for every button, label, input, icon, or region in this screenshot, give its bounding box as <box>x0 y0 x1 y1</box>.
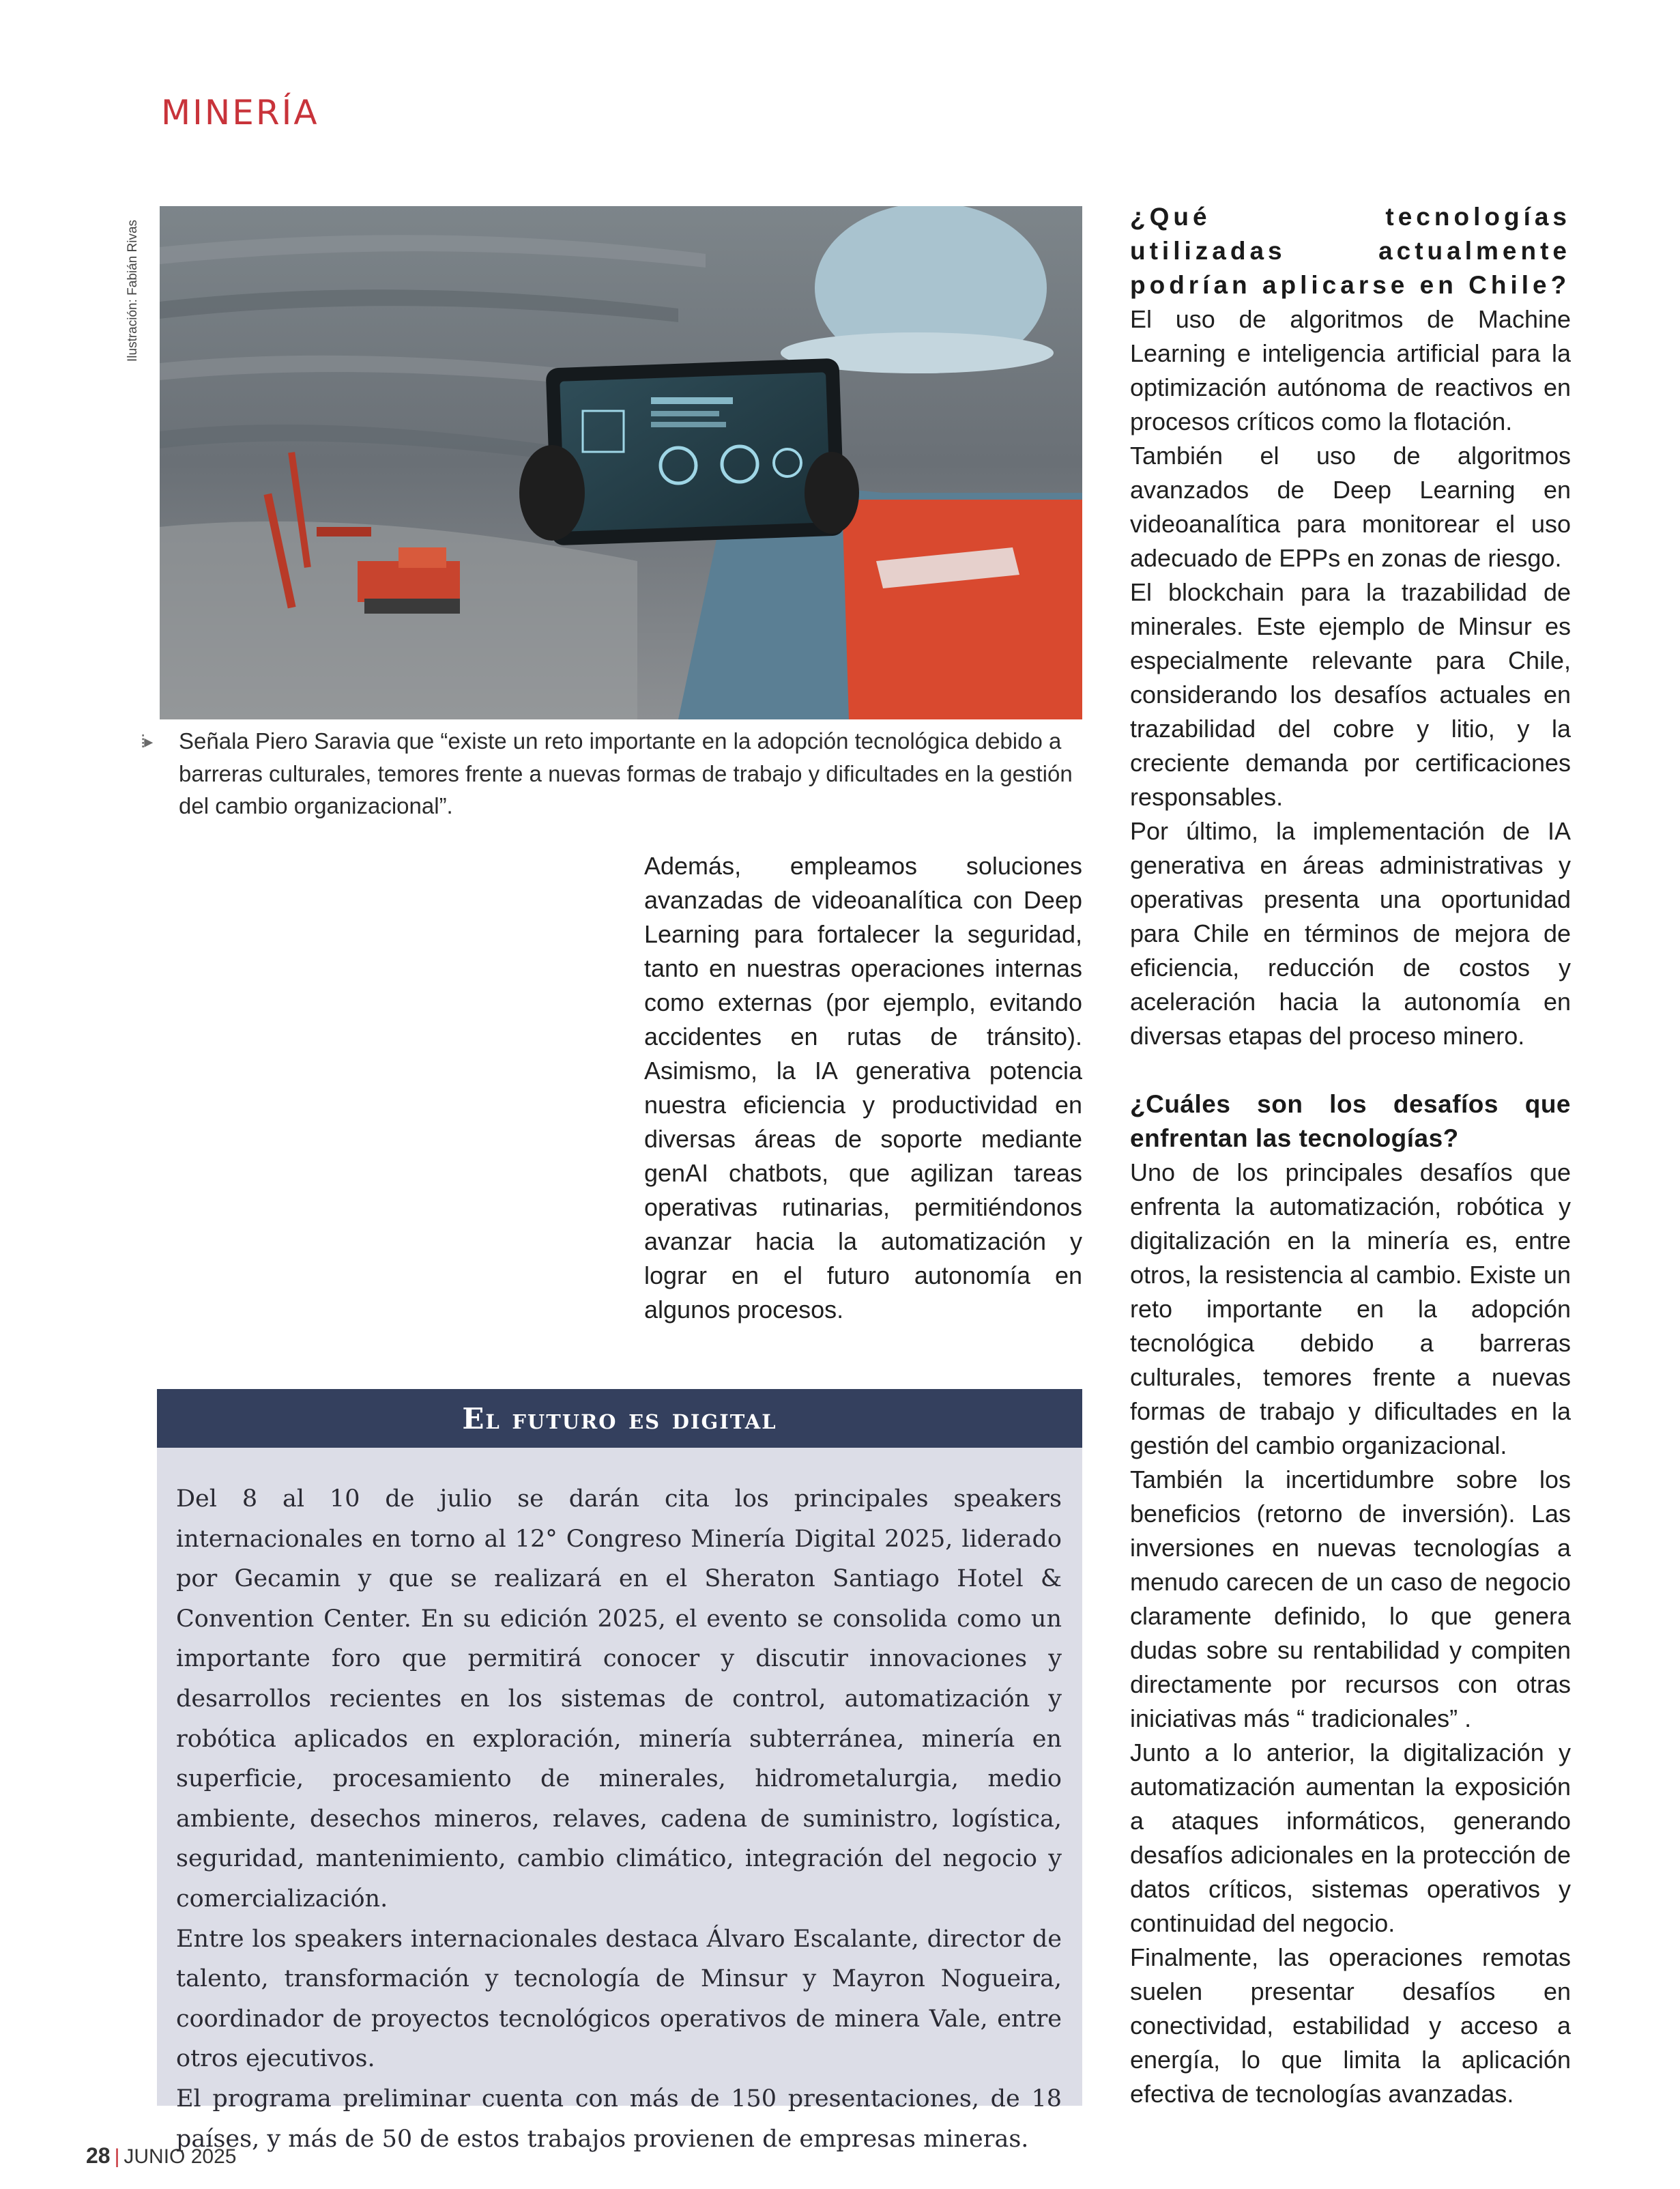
sidebar-box-body <box>157 1448 1082 2153</box>
answer-1-paragraph: También el uso de algoritmos avanzados de Deep Learning en videoanalítica para monitorear el uso adecuado de EPPs en zonas de riesgo. <box>1130 442 1571 572</box>
box-paragraph: Entre los speakers internacionales destaca Álvaro Escalante, director de talento, transformación y tecnología de Minsur y Mayron Nogueira, coordinador de proyectos tecnológicos operativos de minera Vale, entre otros ejecutivos. <box>176 1925 1062 2073</box>
page-number: 28 <box>86 2143 111 2168</box>
photo-caption <box>141 725 1085 822</box>
issue-date: JUNIO 2025 <box>124 2145 237 2168</box>
box-paragraph: El programa preliminar cuenta con más de 150 presentaciones, de 18 países, y más de 50 de estos trabajos provienen de empresas mineras. <box>176 2085 1062 2153</box>
middle-paragraph: Además, empleamos soluciones avanzadas de videoanalítica con Deep Learning para fortalecer la seguridad, tanto en nuestras operaciones internas como externas (por ejemplo, evitando accidentes en rutas de tránsito). Asimismo, la IA generativa potencia nuestra eficiencia y productividad en diversas áreas de soporte mediante genAI chatbots, que agilizan tareas operativas rutinarias, permitiéndonos avanzar hacia la automatización y lograr en el futuro autonomía en algunos procesos. <box>644 852 1082 1324</box>
answer-1-paragraph: El blockchain para la trazabilidad de minerales. Este ejemplo de Minsur es especialmente relevante para Chile, considerando los desafíos actuales en trazabilidad del cobre y litio, y la creciente demanda por certificaciones responsables. <box>1130 578 1571 811</box>
sidebar-box-title: El futuro es digital <box>462 1401 777 1435</box>
spacer <box>1130 1053 1571 1087</box>
section-label: MINERÍA <box>161 93 319 132</box>
page-footer <box>86 2143 236 2169</box>
answer-1-paragraph: Por último, la implementación de IA generativa en áreas administrativas y operativas presenta una oportunidad para Chile en términos de mejora de eficiencia, reducción de costos y aceleración hacia la autonomía en diversas etapas del proceso minero. <box>1130 817 1571 1050</box>
answer-2-paragraph: Junto a lo anterior, la digitalización y automatización aumentan la exposición a ataques informáticos, generando desafíos adicionales en la protección de datos críticos, sistemas operativos y continuidad del negocio. <box>1130 1739 1571 1937</box>
question-1-heading: ¿Qué tecnologías utilizadas actualmente podrían aplicarse en Chile? <box>1130 203 1571 299</box>
question-2-heading: ¿Cuáles son los desafíos que enfrentan las tecnologías? <box>1130 1090 1571 1152</box>
photo-credit: Ilustración: Fabián Rivas <box>126 219 140 362</box>
middle-column <box>644 849 1082 1327</box>
answer-2-paragraph: También la incertidumbre sobre los beneficios (retorno de inversión). Las inversiones en nuevas tecnologías a menudo carecen de un caso de negocio claramente definido, lo que genera dudas sobre su rentabilidad y compiten directamente por recursos con otras iniciativas más “ tradicionales” . <box>1130 1465 1571 1732</box>
answer-2-paragraph: Finalmente, las operaciones remotas suelen presentar desafíos en conectividad, estabilidad y acceso a energía, lo que limita la aplicación efectiva de tecnologías avanzadas. <box>1130 1943 1571 2108</box>
box-paragraph: Del 8 al 10 de julio se darán cita los principales speakers internacionales en torno al 12° Congreso Minería Digital 2025, liderado por Gecamin y que se realizará en el Sheraton Santiago Hotel & Convention Center. En su edición 2025, el evento se consolida como un importante foro que permitirá conocer y discutir innovaciones y desarrollos recientes en los sistemas de control, automatización y robótica aplicados en exploración, minería subterránea, minería en superficie, procesamiento de minerales, hidrometalurgia, medio ambiente, desechos mineros, relaves, cadena de suministro, logística, seguridad, mantenimiento, cambio climático, integración del negocio y comercialización. <box>176 1485 1062 1913</box>
answer-2-paragraph: Uno de los principales desafíos que enfrenta la automatización, robótica y digitalización en la minería es, entre otros, la resistencia al cambio. Existe un reto importante en la adopción tecnológica debido a barreras culturales, temores frente a nuevas formas de trabajo y dificultades en la gestión del cambio organizacional. <box>1130 1158 1571 1459</box>
answer-1-paragraph: El uso de algoritmos de Machine Learning e inteligencia artificial para la optimización autónoma de reactivos en procesos críticos como la flotación. <box>1130 305 1571 435</box>
right-column <box>1130 200 1571 2111</box>
caption-text: Señala Piero Saravia que “existe un reto importante en la adopción tecnológica debido a barreras culturales, temores frente a nuevas formas de trabajo y dificultades en la gestión del cambio organizacional”. <box>179 728 1073 818</box>
article-photo <box>160 206 1082 719</box>
footer-separator: | <box>114 2145 120 2168</box>
sidebar-box-header <box>157 1389 1082 1448</box>
caption-bullet-icon: ⁞▸ <box>141 731 152 752</box>
